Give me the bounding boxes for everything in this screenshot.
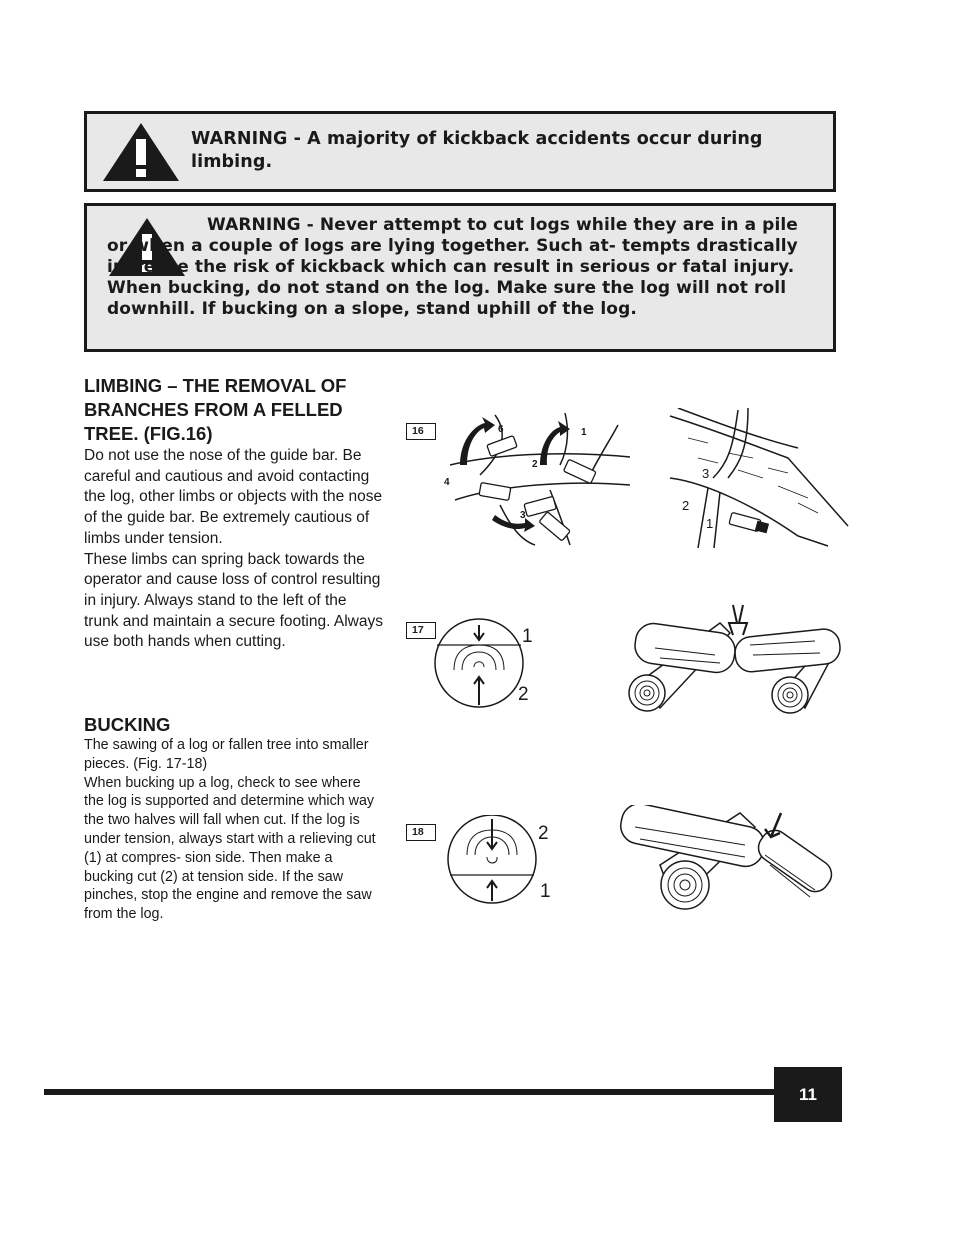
footer-rule: [44, 1089, 776, 1095]
warning-box-log-pile: [84, 203, 836, 352]
warning-box-kickback: [84, 111, 836, 192]
bucking-paragraph-2: When bucking up a log, check to see where the log is supported and determine which way the two halves will fall when cut. If the log is under tension, always start with a relieving cut (1) at compres- sion side. Then make a bucking cut (2) at tension side. If the saw pinches, stop the engine and remove the saw from the log.: [84, 774, 376, 923]
warning-text: WARNING - Never attempt to cut logs while they are in a pile or when a couple of logs are lying together. Such at- tempts drastically increase the risk of kickback which can result in serious or fatal injury. When bucking, do not stand on the log. Make sure the log will not roll downhill. If bucking on a slope, stand uphill of the log.: [107, 215, 798, 319]
bucking-paragraph-1: The sawing of a log or fallen tree into smaller pieces. (Fig. 17-18): [84, 737, 369, 772]
figure-label-18: 18: [406, 824, 436, 841]
fig18-number: 1: [540, 881, 551, 902]
fig16-number: 6: [498, 424, 504, 435]
figure-18-cross-section-illustration: [442, 815, 554, 907]
section-heading-limbing: LIMBING – THE REMOVAL OF BRANCHES FROM A FELLED TREE. (FIG.16): [84, 375, 347, 444]
limbing-paragraph-1: Do not use the nose of the guide bar. Be careful and cautious and avoid contacting the log, other limbs or objects with the nose of the guide bar. Be extremely cautious of limbs under tension.: [84, 447, 383, 547]
fig16-right-number: 3: [702, 466, 710, 481]
fig16-number: 1: [581, 427, 587, 438]
warning-triangle-icon: [101, 121, 181, 183]
fig16-number: 4: [444, 477, 450, 488]
fig16-number: 2: [532, 459, 538, 470]
figure-label-17: 17: [406, 622, 436, 639]
figure-17-cross-section-illustration: [432, 615, 542, 710]
fig16-right-number: 1: [706, 516, 714, 531]
figure-17-supported-logs-illustration: [625, 603, 847, 718]
figure-16-limb-cut-order-illustration: [668, 408, 850, 550]
figure-18-overhanging-log-illustration: [615, 805, 837, 917]
fig17-number: 1: [522, 626, 533, 647]
warning-text: WARNING - A majority of kickback accidents occur during limbing.: [191, 129, 763, 172]
fig17-number: 2: [518, 684, 529, 705]
fig16-right-number: 2: [682, 498, 690, 513]
figure-16-limbing-sequence-illustration: [440, 405, 635, 550]
limbing-paragraph-2: These limbs can spring back towards the operator and cause loss of control resulting in injury. Always stand to the left of the trunk and maintain a secure footing. Always use both hands when cutting.: [84, 550, 383, 651]
figure-label-16: 16: [406, 423, 436, 440]
fig18-number: 2: [538, 823, 549, 844]
fig16-number: 3: [520, 510, 526, 521]
page-number: 11: [774, 1067, 842, 1122]
section-heading-bucking: BUCKING: [84, 714, 171, 735]
limbing-body: [84, 446, 384, 653]
bucking-body: [84, 736, 384, 924]
